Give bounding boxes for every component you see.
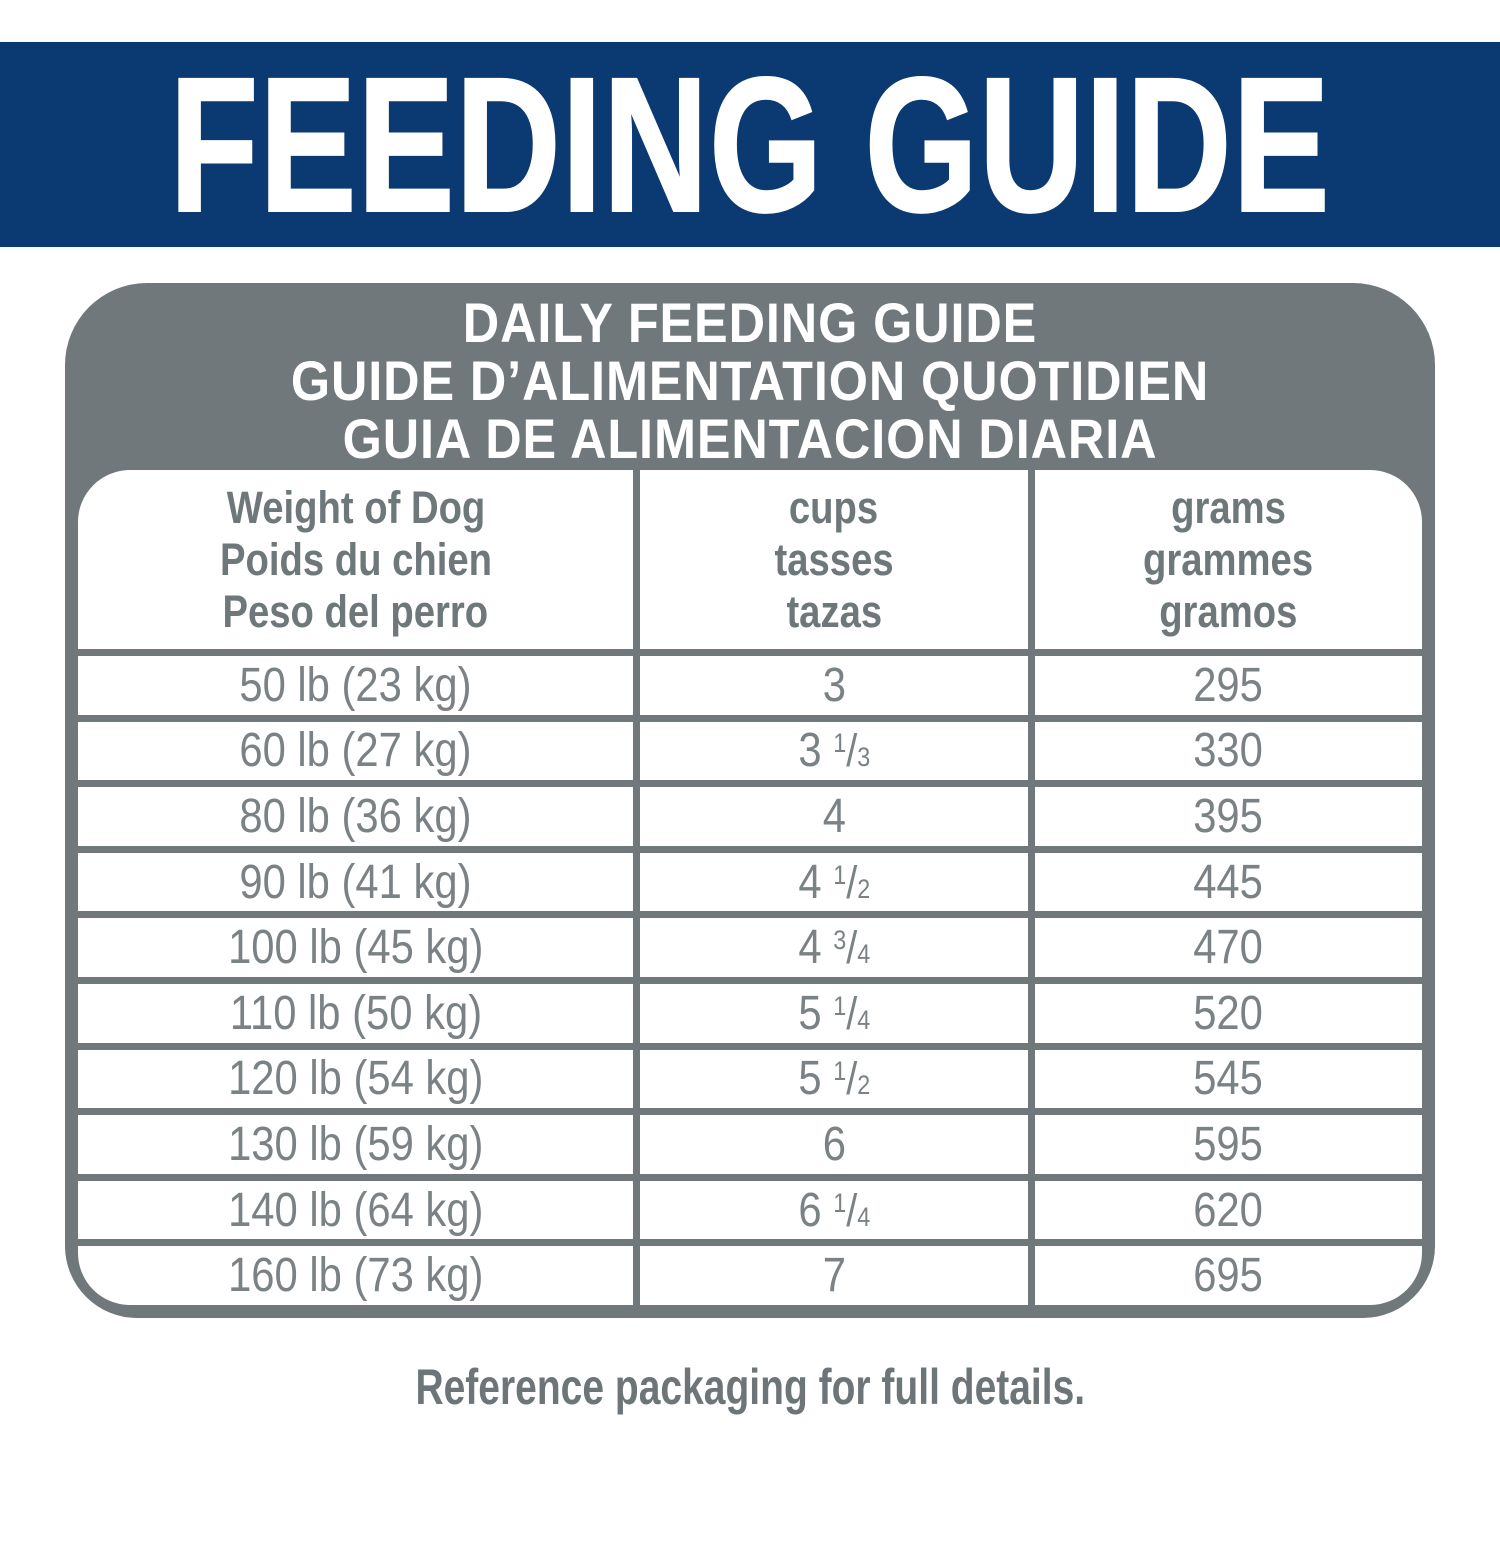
column-header-weight-fr: Poids du chien	[219, 533, 492, 585]
weight-cell: 50 lb (23 kg)	[78, 656, 633, 715]
grams-cell: 620	[1035, 1181, 1422, 1240]
grams-cell: 595	[1035, 1115, 1422, 1174]
column-header-cups-en: cups	[789, 481, 879, 533]
cups-cell: 4 $^3$/4	[640, 918, 1027, 977]
cups-cell: 7	[640, 1246, 1027, 1305]
column-header-weight-es: Peso del perro	[222, 585, 489, 637]
grams-cell: 330	[1035, 722, 1422, 781]
column-header-weight	[78, 470, 633, 649]
cups-cell: 3	[640, 656, 1027, 715]
grams-cell: 545	[1035, 1050, 1422, 1109]
banner-title: FEEDING GUIDE	[169, 36, 1331, 252]
footer-note: Reference packaging for full details.	[415, 1359, 1085, 1415]
feeding-table	[78, 470, 1422, 1305]
weight-cell: 60 lb (27 kg)	[78, 722, 633, 781]
weight-cell: 140 lb (64 kg)	[78, 1181, 633, 1240]
grams-cell: 470	[1035, 918, 1422, 977]
weight-cell: 130 lb (59 kg)	[78, 1115, 633, 1174]
weight-cell: 80 lb (36 kg)	[78, 787, 633, 846]
weight-cell: 120 lb (54 kg)	[78, 1050, 633, 1109]
panel-title-line-en: DAILY FEEDING GUIDE	[462, 290, 1038, 354]
cups-cell: 5 $^1$/4	[640, 984, 1027, 1043]
column-header-grams-fr: grammes	[1143, 533, 1314, 585]
cups-cell: 6	[640, 1115, 1027, 1174]
grams-cell: 695	[1035, 1246, 1422, 1305]
grams-cell: 295	[1035, 656, 1422, 715]
cups-cell: 6 $^1$/4	[640, 1181, 1027, 1240]
cups-cell: 4	[640, 787, 1027, 846]
daily-feeding-guide-panel	[65, 283, 1435, 1318]
weight-cell: 100 lb (45 kg)	[78, 918, 633, 977]
column-header-grams-es: gramos	[1159, 585, 1298, 637]
column-header-weight-en: Weight of Dog	[226, 481, 485, 533]
column-header-cups-es: tazas	[786, 585, 882, 637]
grams-cell: 520	[1035, 984, 1422, 1043]
feeding-guide-banner	[0, 36, 1500, 252]
grams-cell: 445	[1035, 853, 1422, 912]
cups-cell: 5 $^1$/2	[640, 1050, 1027, 1109]
cups-cell: 4 $^1$/2	[640, 853, 1027, 912]
panel-title	[65, 283, 1435, 470]
panel-title-line-fr: GUIDE D’ALIMENTATION QUOTIDIEN	[290, 348, 1210, 412]
weight-cell: 110 lb (50 kg)	[78, 984, 633, 1043]
column-header-cups	[640, 470, 1027, 649]
grams-cell: 395	[1035, 787, 1422, 846]
column-header-grams-en: grams	[1170, 481, 1286, 533]
panel-title-line-es: GUIA DE ALIMENTACION DIARIA	[342, 406, 1158, 470]
footer	[0, 1358, 1500, 1416]
column-header-grams	[1035, 470, 1422, 649]
weight-cell: 160 lb (73 kg)	[78, 1246, 633, 1305]
column-header-cups-fr: tasses	[774, 533, 894, 585]
weight-cell: 90 lb (41 kg)	[78, 853, 633, 912]
cups-cell: 3 $^1$/3	[640, 722, 1027, 781]
